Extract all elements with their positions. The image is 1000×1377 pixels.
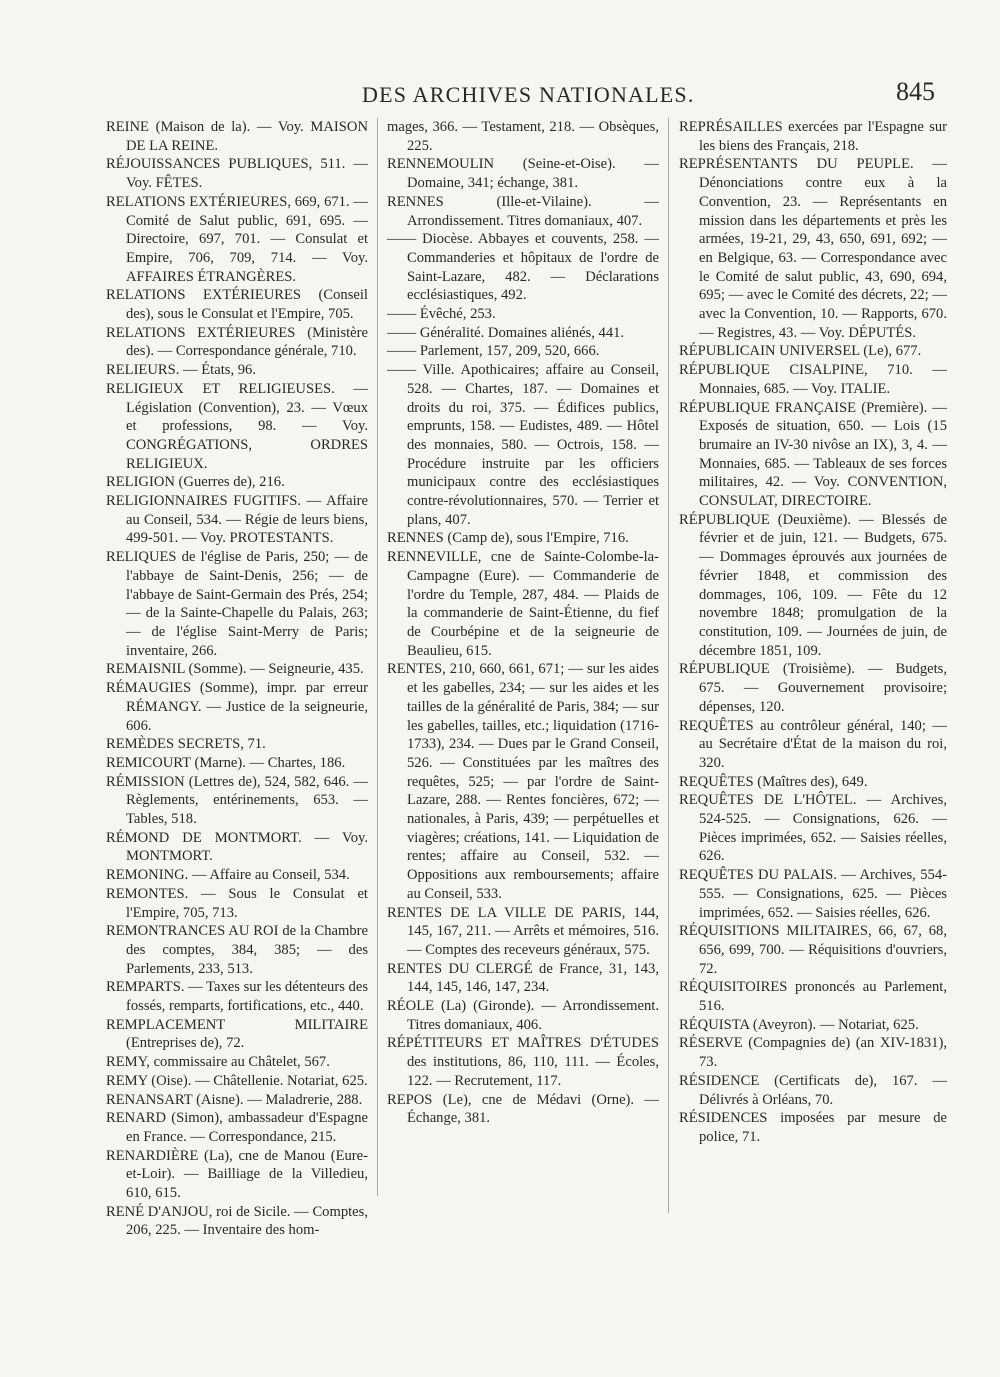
index-entry: RÉQUISTA (Aveyron). — Notariat, 625.	[679, 1016, 919, 1033]
index-entry: REMPLACEMENT MILITAIRE (Entreprises de), 72.	[106, 1016, 368, 1052]
index-entry: RELATIONS EXTÉRIEURES, 669, 671. — Comité de Salut public, 691, 695. — Directoire, 697, 701. — Consulat et Empire, 706, 709, 714. — Voy. AFFAIRES ÉTRANGÈRES.	[106, 193, 368, 285]
index-entry: RÉPUBLIQUE CISALPINE, 710. — Monnaies, 685. — Voy. ITALIE.	[679, 362, 947, 397]
index-entry: REMÈDES SECRETS, 71.	[106, 736, 266, 753]
index-entry: RENANSART (Aisne). — Maladrerie, 288.	[106, 1091, 363, 1108]
index-entry: RELIGIONNAIRES FUGITIFS. — Affaire au Conseil, 534. — Régie de leurs biens, 499-501. — Voy. PROTESTANTS.	[106, 493, 368, 547]
index-entry: RELATIONS EXTÉRIEURES (Ministère des). — Correspondance générale, 710.	[106, 324, 368, 360]
column-rule	[668, 118, 669, 1213]
index-entry: RENTES, 210, 660, 661, 671; — sur les aides et les gabelles, 234; — sur les aides et les tailles de la généralité de Paris, 384; — sur les gabelles, tailles, etc.; liquidation (1716-1733), 234. — Dues par le Grand Conseil, 526. — Constituées par les maîtres des requêtes, 525; — par l'ordre de Saint-Lazare, 288. — Rentes foncières, 672; — nationales, à Paris, 439; — perpétuelles et viagères; créations, 141. — Liquidation de rentes; affaire au Conseil, 532. — Oppositions aux remboursements; affaire au Conseil, 533.	[387, 661, 659, 902]
index-column-3	[679, 118, 947, 1147]
index-entry: RÉPUBLIQUE (Deuxième). — Blessés de février et de juin, 121. — Budgets, 675. — Dommages éprouvés aux journées de février 1848, et commission des dommages, 106, 109. — Fête du 12 novembre 1848; promulgation de la constitution, 109. — Journées de juin, de décembre 1851, 109.	[679, 511, 947, 659]
index-entry: RÉPUBLIQUE (Troisième). — Budgets, 675. — Gouvernement provisoire; dépenses, 120.	[679, 661, 947, 715]
index-entry: REMPARTS. — Taxes sur les détenteurs des fossés, remparts, fortifications, etc., 440.	[106, 979, 368, 1015]
index-entry: RELATIONS EXTÉRIEURES (Conseil des), sous le Consulat et l'Empire, 705.	[106, 287, 368, 323]
index-entry: RÉJOUISSANCES PUBLIQUES, 511. — Voy. FÊTES.	[106, 156, 368, 192]
index-entry: —— Ville. Apothicaires; affaire au Conseil, 528. — Chartes, 187. — Domaines et droits du roi, 375. — Édifices publics, emprunts, 158. — Eudistes, 489. — Hôtel des monnaies, 580. — Octrois, 158. — Procédure instruite par les officiers municipaux contre des ecclésiastiques contre-révolutionnaires, 570. — Terrier et plans, 407.	[387, 362, 659, 528]
index-entry: RENNES (Ille-et-Vilaine). — Arrondissement. Titres domaniaux, 407.	[387, 193, 659, 229]
index-entry: REINE (Maison de la). — Voy. MAISON DE LA REINE.	[106, 119, 368, 154]
index-entry: RÉMISSION (Lettres de), 524, 582, 646. — Règlements, entérinements, 653. — Tables, 518.	[106, 773, 368, 828]
index-entry: —— Parlement, 157, 209, 520, 666.	[387, 343, 600, 360]
index-entry: RENNEMOULIN (Seine-et-Oise). — Domaine, 341; échange, 381.	[387, 156, 659, 192]
running-title: DES ARCHIVES NATIONALES.	[362, 82, 695, 107]
index-entry: RÉQUISITOIRES prononcés au Parlement, 516.	[679, 979, 947, 1015]
index-entry: RÉMAUGIES (Somme), impr. par erreur RÉMANGY. — Justice de la seigneurie, 606.	[106, 680, 368, 734]
index-entry: RENNEVILLE, cne de Sainte-Colombe-la-Campagne (Eure). — Commanderie de l'ordre du Temple, 287, 484. — Plaids de la commanderie de Saint-Étienne, du fief de Courbépine et de la seigneurie de Beaulieu, 615.	[387, 549, 659, 659]
index-entry: RELIGIEUX ET RELIGIEUSES. — Législation (Convention), 23. — Vœux et professions, 98. — Voy. CONGRÉGATIONS, ORDRES RELIGIEUX.	[106, 380, 368, 472]
index-entry: REMY, commissaire au Châtelet, 567.	[106, 1054, 330, 1071]
index-entry: mages, 366. — Testament, 218. — Obsèques, 225.	[387, 119, 659, 154]
index-entry: RENÉ D'ANJOU, roi de Sicile. — Comptes, 206, 225. — Inventaire des hom-	[106, 1203, 368, 1239]
index-entry: RÉSIDENCES imposées par mesure de police, 71.	[679, 1110, 947, 1145]
index-entry: RENARDIÈRE (La), cne de Manou (Eure-et-Loir). — Bailliage de la Villedieu, 610, 615.	[106, 1147, 368, 1202]
index-entry: RÉSIDENCE (Certificats de), 167. — Délivrés à Orléans, 70.	[679, 1072, 947, 1108]
index-entry: RELIQUES de l'église de Paris, 250; — de l'abbaye de Saint-Denis, 256; — de l'abbaye de Saint-Germain des Prés, 254; — de la Sainte-Chapelle du Palais, 263; — de l'église Saint-Merry de Paris; inventaire, 266.	[106, 549, 368, 659]
index-entry: REQUÊTES DU PALAIS. — Archives, 554-555. — Consignations, 625. — Pièces imprimées, 652. — Saisies réelles, 626.	[679, 867, 947, 921]
index-entry: RENTES DE LA VILLE DE PARIS, 144, 145, 167, 211. — Arrêts et mémoires, 516. — Comptes des receveurs généraux, 575.	[387, 904, 659, 958]
index-entry: REPOS (Le), cne de Médavi (Orne). — Échange, 381.	[387, 1091, 659, 1127]
index-entry: REPRÉSAILLES exercées par l'Espagne sur les biens des Français, 218.	[679, 119, 947, 154]
index-entry: RELIEURS. — États, 96.	[106, 362, 256, 379]
index-entry: RÉOLE (La) (Gironde). — Arrondissement. Titres domaniaux, 406.	[387, 998, 659, 1033]
index-entry: —— Diocèse. Abbayes et couvents, 258. — Commanderies et hôpitaux de l'ordre de Saint-Lazare, 482. — Déclarations ecclésiastiques, 492.	[387, 231, 659, 304]
index-entry: RENARD (Simon), ambassadeur d'Espagne en France. — Correspondance, 215.	[106, 1110, 368, 1145]
index-entry: RÉMOND DE MONTMORT. — Voy. MONTMORT.	[106, 829, 368, 865]
index-entry: REMONTRANCES AU ROI de la Chambre des comptes, 384, 385; — des Parlements, 233, 513.	[106, 923, 368, 977]
index-entry: REQUÊTES au contrôleur général, 140; — au Secrétaire d'État de la maison du roi, 320.	[679, 717, 947, 771]
index-entry: REMY (Oise). — Châtellenie. Notariat, 625.	[106, 1072, 368, 1089]
index-entry: RÉSERVE (Compagnies de) (an XIV-1831), 73.	[679, 1035, 947, 1071]
index-entry: REQUÊTES DE L'HÔTEL. — Archives, 524-525. — Consignations, 626. — Pièces imprimées, 652. — Saisies réelles, 626.	[679, 792, 947, 865]
index-entry: REMICOURT (Marne). — Chartes, 186.	[106, 754, 346, 771]
index-entry: RÉQUISITIONS MILITAIRES, 66, 67, 68, 656, 699, 700. — Réquisitions d'ouvriers, 72.	[679, 923, 947, 977]
index-entry: REMONTES. — Sous le Consulat et l'Empire, 705, 713.	[106, 885, 368, 921]
index-entry: REMAISNIL (Somme). — Seigneurie, 435.	[106, 661, 364, 678]
index-entry: RÉPÉTITEURS ET MAÎTRES D'ÉTUDES des institutions, 86, 110, 111. — Écoles, 122. — Recrutement, 117.	[387, 1035, 659, 1089]
index-entry: RÉPUBLICAIN UNIVERSEL (Le), 677.	[679, 343, 922, 360]
index-entry: REQUÊTES (Maîtres des), 649.	[679, 773, 868, 790]
index-entry: RELIGION (Guerres de), 216.	[106, 474, 285, 491]
index-entry: RÉPUBLIQUE FRANÇAISE (Première). — Exposés de situation, 650. — Lois (15 brumaire an IV-30 nivôse an IX), 3, 4. — Monnaies, 685. — Tableaux de ses forces militaires, 42. — Voy. CONVENTION, CONSULAT, DIRECTOIRE.	[679, 399, 947, 510]
index-entry: RENNES (Camp de), sous l'Empire, 716.	[387, 530, 629, 547]
index-column-2	[387, 118, 659, 1128]
index-entry: —— Généralité. Domaines aliénés, 441.	[387, 324, 625, 341]
index-entry: RENTES DU CLERGÉ de France, 31, 143, 144, 145, 146, 147, 234.	[387, 960, 659, 996]
index-entry: REMONING. — Affaire au Conseil, 534.	[106, 867, 350, 884]
index-column-1	[106, 118, 368, 1240]
page-number: 845	[896, 77, 935, 106]
column-rule	[377, 118, 378, 1196]
index-entry: —— Évêché, 253.	[387, 306, 496, 323]
index-entry: REPRÉSENTANTS DU PEUPLE. — Dénonciations contre eux à la Convention, 23. — Représentants en mission dans les départements et près les armées, 19-21, 29, 43, 650, 691, 692; — en Belgique, 63. — Correspondance avec le Comité de salut public, 43, 690, 694, 695; — avec le Comité des décrets, 22; — avec la Convention, 10. — Rapports, 670. — Registres, 43. — Voy. DÉPUTÉS.	[679, 156, 947, 341]
